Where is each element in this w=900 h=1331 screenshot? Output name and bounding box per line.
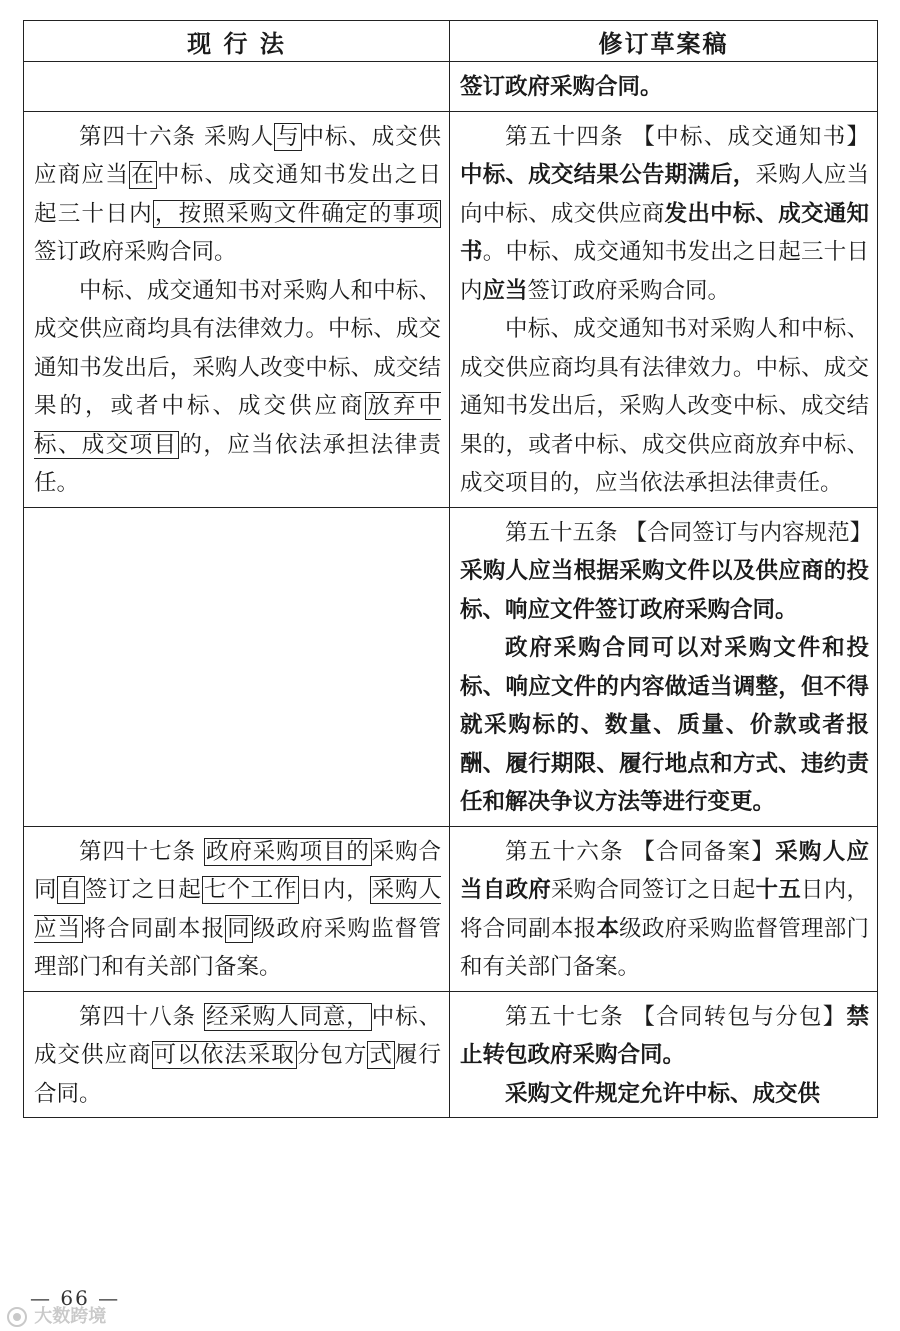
boxed-text: 七个工作 — [203, 877, 298, 903]
table-header-row — [24, 21, 878, 62]
paragraph — [34, 272, 441, 503]
text-segment: 第四十六条 采购人 — [79, 123, 275, 150]
text-segment: 级政府采购监督管理部门和有关部门备案。 — [460, 915, 869, 980]
text-segment: 。中标、成交通知书发出之日起三十日内 — [460, 239, 869, 304]
revised-draft-cell — [450, 826, 878, 991]
revised-draft-cell — [450, 111, 878, 507]
comparison-table — [23, 20, 878, 1118]
bold-text: 采购人应当根据采购文件以及供应商的投标、响应文件签订政府采购合同。 — [460, 558, 869, 623]
current-law-cell — [24, 991, 450, 1118]
paragraph — [34, 998, 441, 1114]
current-law-cell — [24, 826, 450, 991]
table-row — [24, 111, 878, 507]
text-segment: 中标、成交通知书对采购人和中标、成交供应商均具有法律效力。中标、成交通知书发出后，采购人改变中标、成交结果的，或者中标、成交供应商放弃中标、成交项目的，应当依法承担法律责任。 — [460, 316, 869, 496]
boxed-text: 政府采购项目的 — [205, 838, 370, 865]
text-segment: 第五十四条 【中标、成交通知书】 — [505, 123, 869, 150]
text-segment: 采购合同 — [34, 838, 441, 903]
text-segment: 第五十五条 【合同签订与内容规范】 — [505, 519, 873, 546]
bold-text: 签订政府采购合同。 — [460, 74, 663, 100]
table-row — [24, 62, 878, 112]
text-segment: 中标、成交供应商 — [34, 1003, 441, 1068]
current-law-cell — [24, 507, 450, 826]
paragraph — [34, 118, 441, 272]
text-segment: 中标、成交供应商应当 — [34, 123, 441, 188]
bold-text: 本 — [596, 915, 620, 942]
bold-text: 采购人应当自政府 — [460, 838, 869, 903]
text-segment: 的，应当依法承担法律责任。 — [34, 431, 441, 496]
revised-draft-cell — [450, 507, 878, 826]
paragraph — [460, 1075, 869, 1114]
text-segment: 级政府采购监督管理部门和有关部门备案。 — [34, 915, 441, 980]
page-number: — 66 — — [30, 1286, 121, 1310]
text-segment: 采购人应当向中标、成交供应商 — [460, 162, 869, 227]
text-segment: 第五十七条 【合同转包与分包】 — [505, 1003, 847, 1030]
text-segment: 签订政府采购合同。 — [527, 277, 731, 304]
boxed-text: 在 — [131, 162, 155, 188]
table-row — [24, 826, 878, 991]
table-body — [24, 62, 878, 1118]
bold-text: 禁止转包政府采购合同。 — [460, 1003, 869, 1068]
paragraph — [460, 514, 873, 630]
camera-lens-icon — [6, 1306, 28, 1328]
revised-draft-cell — [450, 62, 878, 112]
table-row — [24, 991, 878, 1118]
bold-text: 发出中标、成交通知书 — [460, 200, 869, 265]
bold-text: 应当 — [482, 277, 528, 304]
text-segment: 日内， — [299, 877, 370, 903]
watermark — [6, 1302, 106, 1328]
text-segment: 签订之日起 — [84, 877, 202, 903]
revised-draft-cell — [450, 991, 878, 1118]
boxed-text: 自 — [59, 877, 83, 903]
boxed-text: 放弃中标、成交项目 — [34, 393, 441, 458]
table-row — [24, 507, 878, 826]
header-revised-draft: 修订草案稿 — [450, 21, 878, 62]
bold-text: 十五 — [755, 877, 801, 903]
bold-text: 政府采购合同可以对采购文件和投标、响应文件的内容做适当调整，但不得就采购标的、数量、质量、价款或者报酬、履行期限、履行地点和方式、违约责任和解决争议方法等进行变更。 — [460, 635, 869, 815]
text-segment: 第五十六条 【合同备案】 — [505, 838, 776, 865]
paragraph — [34, 833, 441, 987]
text-segment: 中标、成交通知书对采购人和中标、成交供应商均具有法律效力。中标、成交通知书发出后，采购人改变中标、成交结果的，或者中标、成交供应商 — [34, 277, 441, 419]
boxed-text: 可以依法采取 — [153, 1042, 295, 1068]
watermark-text: 大数跨境 — [34, 1306, 107, 1327]
text-segment: 第四十八条 — [79, 1003, 204, 1030]
paragraph — [460, 629, 869, 822]
text-segment: 中标、成交通知书发出之日起三十日内 — [34, 162, 441, 227]
paragraph — [460, 998, 869, 1075]
bold-text: 中标、成交结果公告期满后， — [460, 162, 756, 188]
boxed-text: 经采购人同意， — [205, 1003, 370, 1030]
text-segment: 第四十七条 — [79, 838, 204, 865]
paragraph — [460, 68, 869, 107]
current-law-cell — [24, 111, 450, 507]
document-page — [23, 20, 877, 1118]
text-segment: 签订政府采购合同。 — [34, 239, 237, 265]
boxed-text: 式 — [369, 1042, 393, 1068]
paragraph — [460, 310, 869, 503]
boxed-text: 采购人应当 — [34, 877, 441, 942]
paragraph — [460, 833, 869, 987]
text-segment: 日内，将合同副本报 — [460, 877, 869, 942]
current-law-cell — [24, 62, 450, 112]
bold-text: 采购文件规定允许中标、成交供 — [505, 1080, 821, 1107]
boxed-text: 同 — [227, 915, 251, 942]
paragraph — [460, 118, 869, 311]
text-segment: 履行合同。 — [34, 1042, 441, 1107]
text-segment: 将合同副本报 — [83, 915, 226, 942]
boxed-text: 与 — [276, 123, 300, 150]
text-segment: 分包方 — [296, 1042, 368, 1068]
text-segment: 采购合同签订之日起 — [550, 877, 756, 903]
boxed-text: ，按照采购文件确定的事项 — [154, 200, 439, 227]
header-current-law: 现 行 法 — [24, 21, 450, 62]
